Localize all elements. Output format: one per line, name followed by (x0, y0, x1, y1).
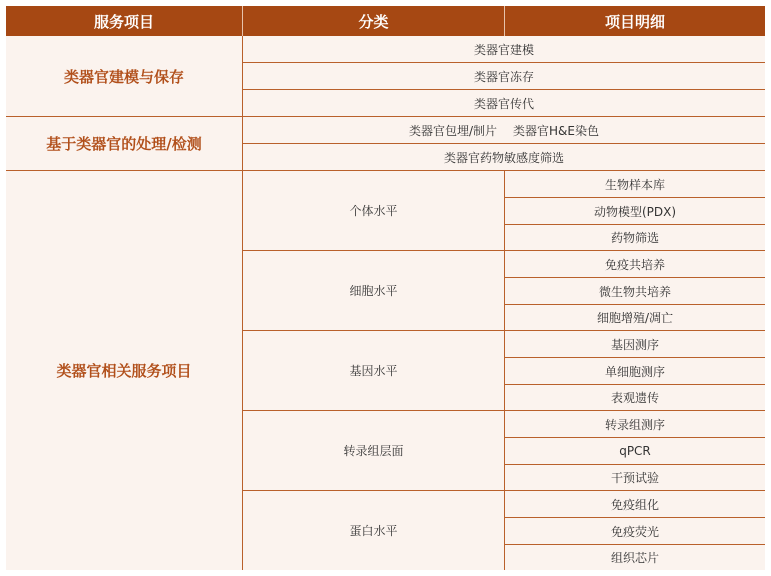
detail-cell: 免疫荧光 (610, 524, 659, 539)
row-divider (505, 384, 765, 385)
row-divider (505, 304, 765, 305)
category-cell: 蛋白水平 (349, 524, 398, 538)
group-divider (243, 410, 765, 411)
detail-cell: 细胞增殖/凋亡 (596, 311, 674, 325)
section-divider (6, 170, 765, 171)
item-part: 类器官包埋/制片 (408, 123, 498, 138)
item-row (243, 117, 765, 143)
row-divider (243, 143, 765, 144)
header-detail: 项目明细 (505, 6, 765, 36)
service-cell: 基于类器官的处理/检测 (46, 135, 202, 153)
category-cell: 个体水平 (349, 204, 398, 218)
detail-cell: 组织芯片 (610, 551, 659, 565)
detail-cell: 微生物共培养 (598, 284, 671, 299)
header-category: 分类 (243, 6, 504, 36)
item-row: 类器官传代 (473, 96, 534, 111)
row-divider (505, 277, 765, 278)
category-cell: 细胞水平 (349, 284, 398, 298)
row-divider (505, 464, 765, 465)
detail-cell: 基因测序 (610, 337, 659, 352)
detail-cell: 表观遗传 (610, 391, 659, 405)
item-part: 类器官H&E染色 (513, 123, 599, 138)
row-divider (505, 224, 765, 225)
detail-cell: 免疫组化 (610, 497, 659, 512)
column-divider (504, 171, 505, 570)
row-divider (505, 197, 765, 198)
service-table (6, 6, 765, 570)
group-divider (243, 490, 765, 491)
item-row: 类器官药物敏感度筛选 (443, 150, 564, 165)
detail-cell: 转录组测序 (604, 417, 665, 432)
section-divider (6, 116, 765, 117)
detail-cell: 干预试验 (610, 471, 659, 485)
header-service: 服务项目 (6, 6, 242, 36)
category-cell: 基因水平 (349, 364, 398, 378)
item-row: 类器官冻存 (473, 69, 534, 84)
group-divider (243, 330, 765, 331)
row-divider (505, 357, 765, 358)
row-divider (243, 62, 765, 63)
detail-cell: 免疫共培养 (604, 257, 665, 272)
detail-cell: 单细胞测序 (604, 364, 665, 379)
service-cell: 类器官相关服务项目 (56, 362, 192, 380)
detail-cell: 药物筛选 (610, 231, 659, 245)
group-divider (243, 250, 765, 251)
service-cell: 类器官建模与保存 (63, 67, 184, 86)
row-divider (505, 544, 765, 545)
item-row: 类器官建模 (473, 42, 534, 57)
detail-cell: 动物模型(PDX) (593, 204, 677, 219)
detail-cell: qPCR (619, 444, 651, 458)
row-divider (243, 89, 765, 90)
row-divider (505, 517, 765, 518)
row-divider (505, 437, 765, 438)
detail-cell: 生物样本库 (604, 177, 665, 192)
category-cell: 转录组层面 (343, 444, 404, 458)
